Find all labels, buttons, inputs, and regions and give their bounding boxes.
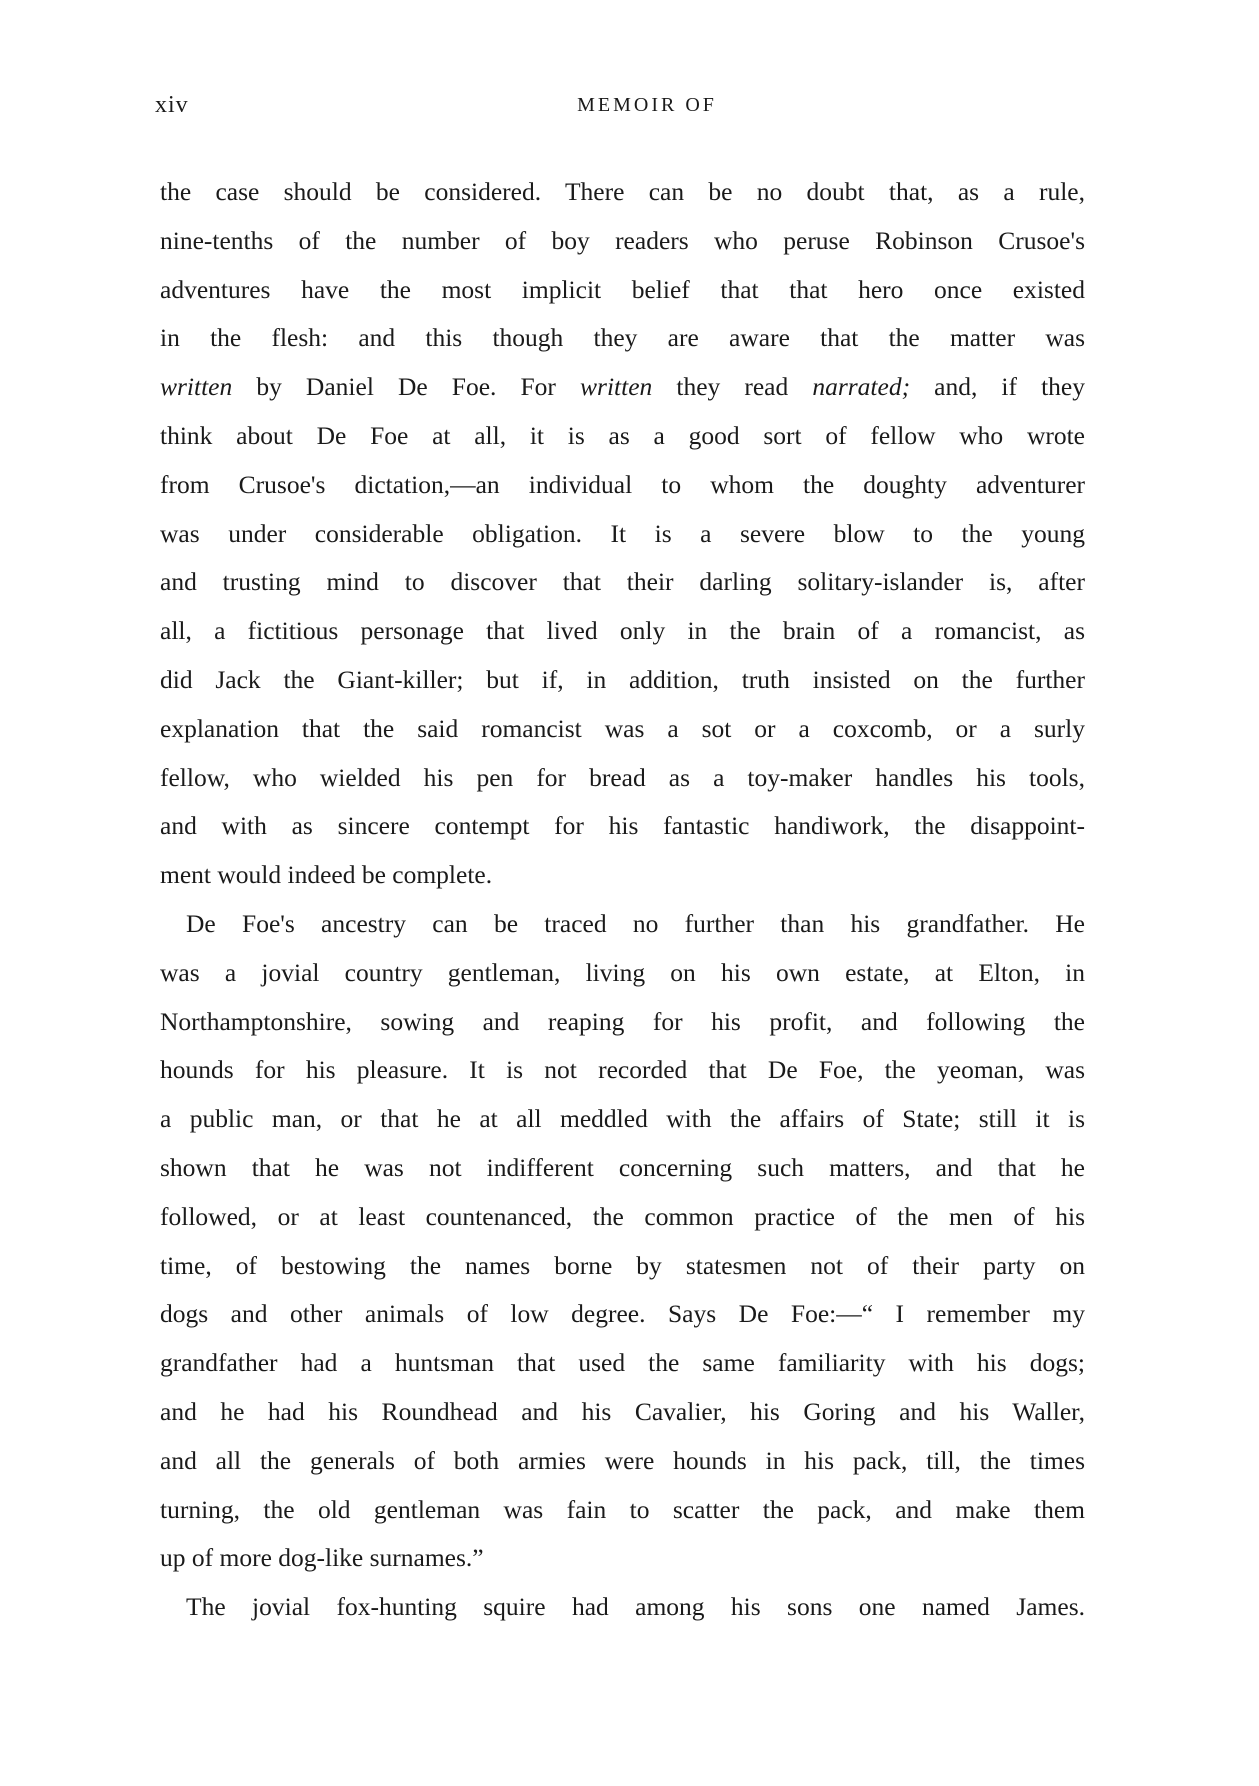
text-line: Northamptonshire, sowing and reaping for his profit, and following the (160, 1006, 1085, 1036)
text-line: hounds for his pleasure. It is not recorded that De Foe, the yeoman, was (160, 1055, 1085, 1085)
text-line: ment would indeed be complete. (160, 860, 493, 890)
text-fragment: by Daniel De Foe. For (232, 372, 581, 402)
text-line: shown that he was not indifferent concerning such matters, and that he (160, 1152, 1085, 1182)
italic-word: written (580, 372, 653, 402)
text-fragment: they read (652, 372, 813, 402)
text-line: De Foe's ancestry can be traced no further than his grandfather. He (186, 908, 1085, 938)
text-line: was under considerable obligation. It is a severe blow to the young (160, 518, 1085, 548)
text-line: from Crusoe's dictation,—an individual to whom the doughty adventurer (160, 469, 1085, 499)
page-header (155, 92, 1099, 122)
text-line: and he had his Roundhead and his Cavalier, his Goring and his Waller, (160, 1396, 1085, 1426)
text-line: think about De Foe at all, it is as a good sort of fellow who wrote (160, 420, 1085, 450)
italic-word: narrated; (812, 372, 911, 402)
text-line: dogs and other animals of low degree. Says De Foe:—“ I remember my (160, 1299, 1085, 1329)
text-line: followed, or at least countenanced, the common practice of the men of his (160, 1201, 1085, 1231)
text-line: a public man, or that he at all meddled with the affairs of State; still it is (160, 1104, 1085, 1134)
text-line: was a jovial country gentleman, living on his own estate, at Elton, in (160, 957, 1085, 987)
text-line: and with as sincere contempt for his fantastic handiwork, the disappoint- (160, 811, 1085, 841)
running-head: MEMOIR OF (577, 94, 717, 116)
text-line: and all the generals of both armies were hounds in his pack, till, the times (160, 1445, 1085, 1475)
text-line (160, 363, 1085, 412)
text-line: and trusting mind to discover that their darling solitary-islander is, after (160, 567, 1085, 597)
text-line: The jovial fox-hunting squire had among his sons one named James. (186, 1592, 1085, 1622)
text-fragment: and, if they (910, 372, 1085, 402)
text-line: adventures have the most implicit belief that that hero once existed (160, 274, 1085, 304)
text-line: time, of bestowing the names borne by statesmen not of their party on (160, 1250, 1085, 1280)
text-line: did Jack the Giant-killer; but if, in addition, truth insisted on the further (160, 664, 1085, 694)
text-line: turning, the old gentleman was fain to scatter the pack, and make them (160, 1494, 1085, 1524)
text-line: all, a fictitious personage that lived only in the brain of a romancist, as (160, 616, 1085, 646)
body-text (160, 168, 1085, 1632)
italic-word: written (160, 372, 233, 402)
text-line: in the flesh: and this though they are aware that the matter was (160, 323, 1085, 353)
text-line: the case should be considered. There can be no doubt that, as a rule, (160, 177, 1085, 206)
text-line: up of more dog-like surnames.” (160, 1543, 484, 1573)
text-line: nine-tenths of the number of boy readers who peruse Robinson Crusoe's (160, 225, 1085, 255)
page-number: xiv (155, 92, 189, 118)
text-line: grandfather had a huntsman that used the same familiarity with his dogs; (160, 1348, 1085, 1378)
text-line: fellow, who wielded his pen for bread as a toy-maker handles his tools, (160, 762, 1085, 792)
text-line: explanation that the said romancist was a sot or a coxcomb, or a surly (160, 713, 1085, 743)
